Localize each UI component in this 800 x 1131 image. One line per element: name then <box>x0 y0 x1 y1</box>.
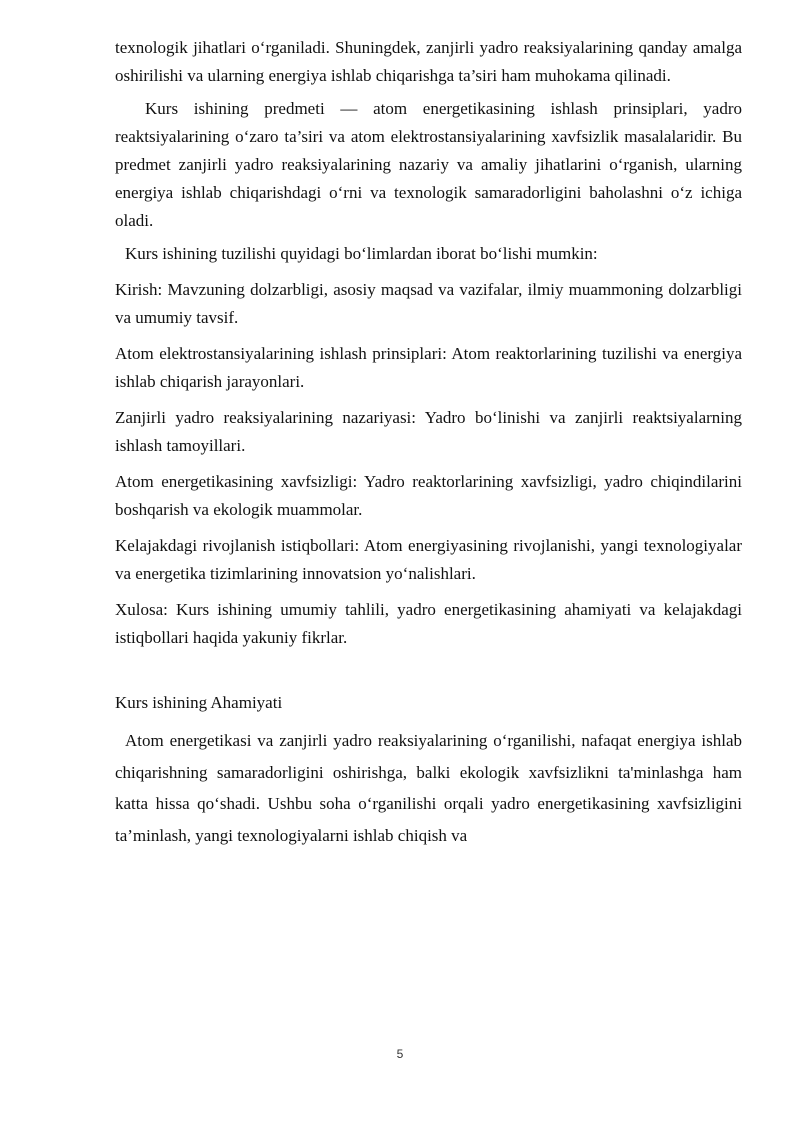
section-item-operating-principles: Atom elektrostansiyalarining ishlash prinsiplari: Atom reaktorlarining tuzilishi va energiya ishlab chiqarish jarayonlari. <box>115 344 742 391</box>
section-item-conclusion: Xulosa: Kurs ishining umumiy tahlili, yadro energetikasining ahamiyati va kelajakdagi istiqbollari haqida yakuniy fikrlar. <box>115 600 742 647</box>
page-number: 5 <box>396 1047 404 1061</box>
paragraph-intro-continuation: texnologik jihatlari o‘rganiladi. Shuningdek, zanjirli yadro reaksiyalarining qanday amalga oshirilishi va ularning energiya ishlab chiqarishga ta’siri ham muhokama qilinadi. <box>115 38 742 85</box>
paragraph-subject: Kurs ishining predmeti — atom energetikasining ishlash prinsiplari, yadro reaktsiyalarining o‘zaro ta’siri va atom elektrostansiyalarining xavfsizlik masalalaridir. Bu predmet zanjirli yadro reaksiyalarining nazariy va amaliy jihatlarini o‘rganish, ularning energiya ishlab chiqarishdagi o‘rni va texnologik samaradorligini baholashni o‘z ichiga oladi. <box>115 99 742 230</box>
paragraph-importance: Atom energetikasi va zanjirli yadro reaksiyalarining o‘rganilishi, nafaqat energiya ishlab chiqarishning samaradorligini oshirishga, balki ekologik xavfsizlikni ta'minlashga ham katta hissa qo‘shadi. Ushbu soha o‘rganilishi orqali yadro energetikasining xavfsizligini ta’minlash, yangi texnologiyalarni ishlab chiqish va <box>115 731 742 845</box>
paragraph-structure-lead: Kurs ishining tuzilishi quyidagi bo‘limlardan iborat bo‘lishi mumkin: <box>125 244 598 263</box>
section-item-prospects: Kelajakdagi rivojlanish istiqbollari: Atom energiyasining rivojlanishi, yangi texnologiyalar va energetika tizimlarining innovatsion yo‘nalishlari. <box>115 536 742 583</box>
document-page <box>115 34 742 851</box>
section-item-chain-reaction-theory: Zanjirli yadro reaksiyalarining nazariyasi: Yadro bo‘linishi va zanjirli reaktsiyalarning ishlash tamoyillari. <box>115 408 742 455</box>
section-item-safety: Atom energetikasining xavfsizligi: Yadro reaktorlarining xavfsizligi, yadro chiqindilarini boshqarish va ekologik muammolar. <box>115 472 742 519</box>
section-item-introduction: Kirish: Mavzuning dolzarbligi, asosiy maqsad va vazifalar, ilmiy muammoning dolzarbligi va umumiy tavsif. <box>115 280 742 327</box>
section-heading-importance: Kurs ishining Ahamiyati <box>115 693 283 712</box>
